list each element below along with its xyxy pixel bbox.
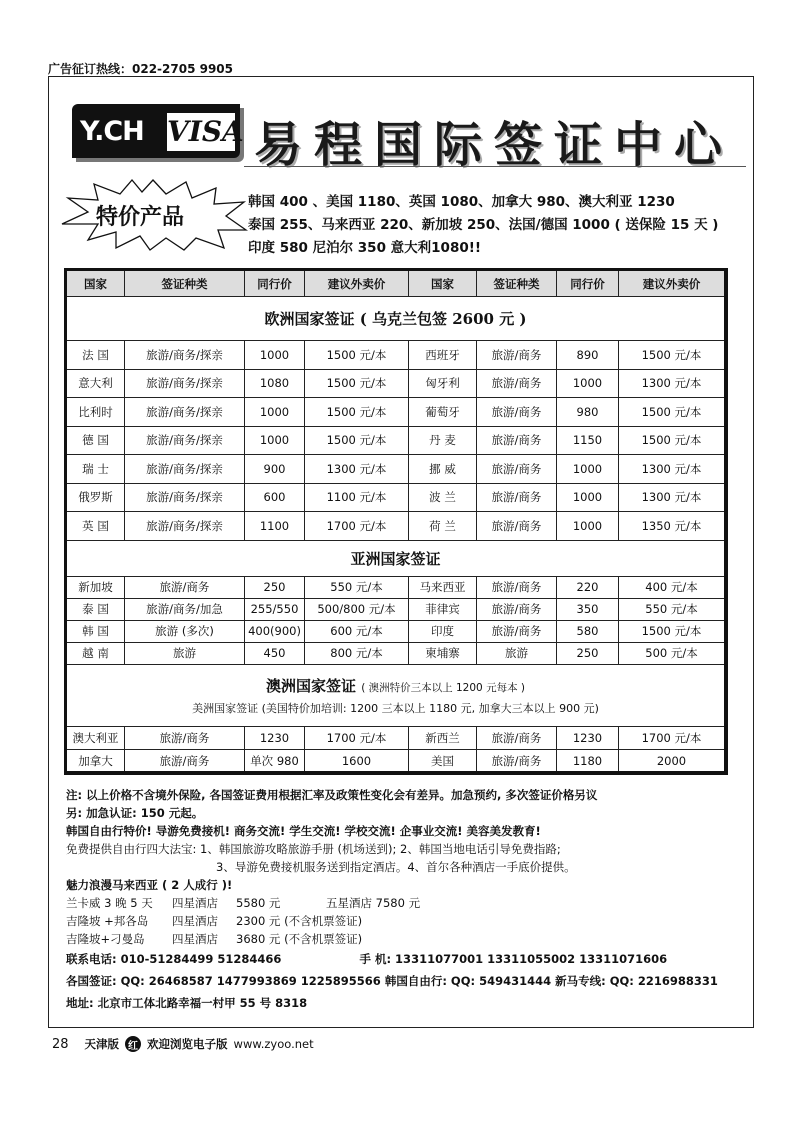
- table-cell: 1300 元/本: [641, 376, 702, 391]
- col-header: 签证种类: [125, 271, 245, 296]
- asia-rows: [67, 577, 724, 665]
- table-cell: 1600: [305, 750, 409, 772]
- table-cell: 900: [245, 455, 305, 483]
- contact-qq: 各国签证: QQ: 26468587 1477993869 1225895566 韩国自由行: QQ: 549431444 新马专线: QQ: 2216988331: [66, 974, 718, 988]
- table-cell: 400(900): [245, 621, 305, 642]
- table-cell: 旅游/商务/探亲: [125, 398, 245, 426]
- table-cell: 580: [557, 621, 619, 642]
- table-header-row: [67, 271, 724, 297]
- col-header: 国家: [409, 271, 477, 296]
- tour-field: [436, 912, 576, 930]
- table-cell: 柬埔寨: [409, 643, 477, 664]
- table-cell: 250: [245, 577, 305, 598]
- table-row: [67, 370, 724, 399]
- table-row: [67, 512, 724, 541]
- table-cell: 德 国: [67, 427, 125, 455]
- table-cell: 890: [557, 341, 619, 369]
- table-cell: 550 元/本: [305, 577, 409, 598]
- section-title: 澳洲国家签证: [265, 676, 356, 695]
- tour-field: 3680 元 (不含机票签证): [236, 932, 363, 946]
- table-cell: 600: [245, 484, 305, 512]
- table-cell: 越 南: [67, 643, 125, 664]
- table-row: [67, 455, 724, 484]
- col-header: 国家: [67, 271, 125, 296]
- table-cell: 1500 元/本: [305, 398, 409, 426]
- table-cell: 1500 元/本: [641, 404, 702, 419]
- table-row: [67, 599, 724, 621]
- red-badge-icon: 红: [125, 1036, 141, 1052]
- notes-block: [66, 786, 597, 948]
- footer-text: 欢迎浏览电子版: [147, 1037, 228, 1051]
- table-cell: 1700 元/本: [305, 512, 409, 540]
- table-cell: 500/800 元/本: [305, 599, 409, 620]
- asia-section-title: [67, 541, 724, 577]
- table-cell: 1500 元/本: [641, 624, 702, 638]
- table-cell: 旅游: [125, 643, 245, 664]
- table-cell: 泰 国: [67, 599, 125, 620]
- table-cell: 旅游/商务: [125, 727, 245, 749]
- table-row: [67, 643, 724, 665]
- table-cell: 1000: [245, 341, 305, 369]
- section-title: 欧洲国家签证 ( 乌克兰包签 2600 元 ): [264, 310, 527, 328]
- table-cell: 旅游/商务/探亲: [125, 512, 245, 540]
- tour-field: [436, 930, 576, 948]
- table-row: [67, 398, 724, 427]
- table-row: [67, 341, 724, 370]
- table-cell: 1300 元/本: [641, 461, 702, 476]
- table-cell: 旅游/商务: [477, 750, 557, 772]
- contact-phone: 联系电话: 010-51284499 51284466: [66, 952, 282, 966]
- promo-line: 印度 580 尼泊尔 350 意大利1080!!: [248, 240, 482, 256]
- table-cell: 波 兰: [409, 484, 477, 512]
- tour-field: 2300 元 (不含机票签证): [236, 914, 363, 928]
- table-cell: 2000: [656, 753, 687, 768]
- table-cell: 旅游/商务/探亲: [125, 370, 245, 398]
- table-cell: 新加坡: [67, 577, 125, 598]
- table-cell: 旅游/商务: [477, 398, 557, 426]
- table-cell: 1000: [557, 512, 619, 540]
- europe-section-title: [67, 297, 724, 341]
- col-header: 建议外卖价: [642, 276, 701, 291]
- contact-line: [66, 948, 718, 970]
- table-cell: 旅游/商务: [477, 484, 557, 512]
- col-header: 同行价: [245, 271, 305, 296]
- table-cell: 1230: [557, 727, 619, 749]
- col-header: 同行价: [557, 271, 619, 296]
- logo-visa-text: VISA: [166, 112, 236, 152]
- tour-field: 吉隆坡 +邦各岛: [66, 914, 149, 928]
- table-cell: 英 国: [67, 512, 125, 540]
- tour-field: 五星酒店 7580 元: [326, 896, 421, 910]
- note-line: 注: 以上价格不含境外保险, 各国签证费用根据汇率及政策性变化会有差异。加急预约, 多次签证价格另议: [66, 788, 598, 802]
- table-cell: 1500 元/本: [641, 433, 702, 448]
- contact-mobile: 手 机: 13311077001 13311055002 13311071606: [359, 952, 668, 966]
- divider: [244, 166, 746, 167]
- table-cell: 旅游/商务/加急: [125, 599, 245, 620]
- table-cell: 1100 元/本: [305, 484, 409, 512]
- table-cell: 葡萄牙: [409, 398, 477, 426]
- brand-title: 易程国际签证中心: [254, 117, 735, 173]
- australia-section-title: [67, 665, 724, 727]
- table-cell: 加拿大: [67, 750, 125, 772]
- table-cell: 500 元/本: [645, 646, 698, 660]
- note-line: 免费提供自由行四大法宝: 1、韩国旅游攻略旅游手册 (机场送到); 2、韩国当地电话引导免费指路;: [66, 842, 561, 856]
- table-cell: 瑞 士: [67, 455, 125, 483]
- table-cell: 1230: [245, 727, 305, 749]
- col-header: 建议外卖价: [305, 271, 409, 296]
- table-cell: 挪 威: [409, 455, 477, 483]
- table-cell: 250: [557, 643, 619, 664]
- table-row: [67, 484, 724, 513]
- table-cell: 菲律宾: [409, 599, 477, 620]
- tour-field: 5580 元: [236, 896, 281, 910]
- promo-line: 泰国 255、马来西亚 220、新加坡 250、法国/德国 1000 ( 送保险 15 天 ): [248, 217, 719, 233]
- table-cell: 法 国: [67, 341, 125, 369]
- ych-visa-logo: [72, 104, 244, 162]
- table-cell: 550 元/本: [645, 602, 698, 616]
- america-note: 美洲国家签证 (美国特价加培训: 1200 三本以上 1180 元, 加拿大三本以上 900 元): [192, 701, 599, 715]
- table-cell: 1180: [557, 750, 619, 772]
- table-cell: 旅游 (多次): [125, 621, 245, 642]
- contact-address: 地址: 北京市工体北路幸福一村甲 55 号 8318: [66, 996, 308, 1010]
- contact-block: [66, 948, 718, 1014]
- table-cell: 旅游/商务: [477, 577, 557, 598]
- tour-field: 吉隆坡+刁曼岛: [66, 932, 145, 946]
- promo-line: 韩国 400 、美国 1180、英国 1080、加拿大 980、澳大利亚 1230: [248, 194, 675, 210]
- ad-hotline: 广告征订热线：022-2705 9905: [48, 62, 234, 76]
- table-cell: 1000: [557, 484, 619, 512]
- note-line: 另: 加急认证: 150 元起。: [66, 806, 204, 820]
- table-cell: 1150: [557, 427, 619, 455]
- table-cell: 旅游/商务: [477, 599, 557, 620]
- table-cell: 旅游/商务: [477, 455, 557, 483]
- table-cell: 荷 兰: [409, 512, 477, 540]
- col-header: 签证种类: [477, 271, 557, 296]
- tour-field: 四星酒店: [172, 914, 218, 928]
- table-cell: 1500 元/本: [305, 427, 409, 455]
- table-cell: 1350 元/本: [641, 518, 702, 533]
- footer-url[interactable]: www.zyoo.net: [233, 1037, 314, 1051]
- tour-item: [66, 930, 597, 948]
- tour-list: [66, 894, 597, 948]
- table-cell: 澳大利亚: [67, 727, 125, 749]
- table-cell: 400 元/本: [645, 580, 698, 594]
- table-cell: 255/550: [245, 599, 305, 620]
- note-line: 3、导游免费接机服务送到指定酒店。4、首尔各种酒店一手底价提供。: [216, 860, 576, 874]
- tour-item: [66, 912, 597, 930]
- table-cell: 匈牙利: [409, 370, 477, 398]
- table-cell: 韩 国: [67, 621, 125, 642]
- table-row: [67, 577, 724, 599]
- table-cell: 450: [245, 643, 305, 664]
- table-cell: 印度: [409, 621, 477, 642]
- section-title: 亚洲国家签证: [350, 549, 441, 568]
- table-cell: 丹 麦: [409, 427, 477, 455]
- table-cell: 旅游: [477, 643, 557, 664]
- table-row: [67, 621, 724, 643]
- table-cell: 1000: [557, 455, 619, 483]
- table-row: [67, 727, 724, 750]
- table-cell: 旅游/商务: [477, 621, 557, 642]
- table-cell: 旅游/商务: [477, 427, 557, 455]
- table-cell: 1080: [245, 370, 305, 398]
- tour-field: 兰卡威 3 晚 5 天: [66, 896, 153, 910]
- table-cell: 旅游/商务/探亲: [125, 484, 245, 512]
- table-cell: 俄罗斯: [67, 484, 125, 512]
- table-cell: 1000: [245, 427, 305, 455]
- table-cell: 旅游/商务: [477, 370, 557, 398]
- table-cell: 220: [557, 577, 619, 598]
- table-cell: 旅游/商务: [125, 750, 245, 772]
- table-cell: 1700 元/本: [641, 730, 702, 745]
- table-cell: 旅游/商务/探亲: [125, 341, 245, 369]
- table-cell: 旅游/商务: [477, 727, 557, 749]
- table-row: [67, 750, 724, 773]
- table-cell: 意大利: [67, 370, 125, 398]
- table-cell: 1000: [245, 398, 305, 426]
- table-cell: 1300 元/本: [641, 490, 702, 505]
- australia-rows: [67, 727, 724, 773]
- page-number: 28: [52, 1036, 69, 1052]
- note-line: 韩国自由行特价! 导游免费接机! 商务交流! 学生交流! 学校交流! 企事业交流! 美容美发教育!: [66, 824, 541, 838]
- table-row: [67, 427, 724, 456]
- table-cell: 旅游/商务/探亲: [125, 455, 245, 483]
- tour-field: 四星酒店: [172, 896, 218, 910]
- table-cell: 350: [557, 599, 619, 620]
- table-cell: 1000: [557, 370, 619, 398]
- note-line: 魅力浪漫马来西亚 ( 2 人成行 )!: [66, 878, 233, 892]
- table-cell: 600 元/本: [305, 621, 409, 642]
- table-cell: 马来西亚: [409, 577, 477, 598]
- table-cell: 800 元/本: [305, 643, 409, 664]
- edition-label: 天津版: [84, 1037, 120, 1051]
- table-cell: 980: [557, 398, 619, 426]
- section-title-note: ( 澳洲特价三本以上 1200 元每本 ): [361, 681, 525, 694]
- table-cell: 1300 元/本: [305, 455, 409, 483]
- table-cell: 旅游/商务: [477, 341, 557, 369]
- table-cell: 旅游/商务/探亲: [125, 427, 245, 455]
- table-cell: 旅游/商务: [125, 577, 245, 598]
- table-cell: 比利时: [67, 398, 125, 426]
- table-cell: 美国: [409, 750, 477, 772]
- page-footer: [52, 1036, 314, 1052]
- table-cell: 新西兰: [409, 727, 477, 749]
- table-cell: 1100: [245, 512, 305, 540]
- table-cell: 1500 元/本: [641, 347, 702, 362]
- logo-ych-text: Y.CH: [80, 116, 144, 147]
- europe-rows: [67, 341, 724, 541]
- tour-item: [66, 894, 597, 912]
- tour-field: 四星酒店: [172, 932, 218, 946]
- table-cell: 1500 元/本: [305, 341, 409, 369]
- table-cell: 单次 980: [245, 750, 305, 772]
- table-cell: 西班牙: [409, 341, 477, 369]
- table-cell: 1700 元/本: [305, 727, 409, 749]
- promo-badge-label: 特价产品: [96, 204, 185, 230]
- table-cell: 1500 元/本: [305, 370, 409, 398]
- table-cell: 旅游/商务: [477, 512, 557, 540]
- visa-price-table: [64, 268, 728, 775]
